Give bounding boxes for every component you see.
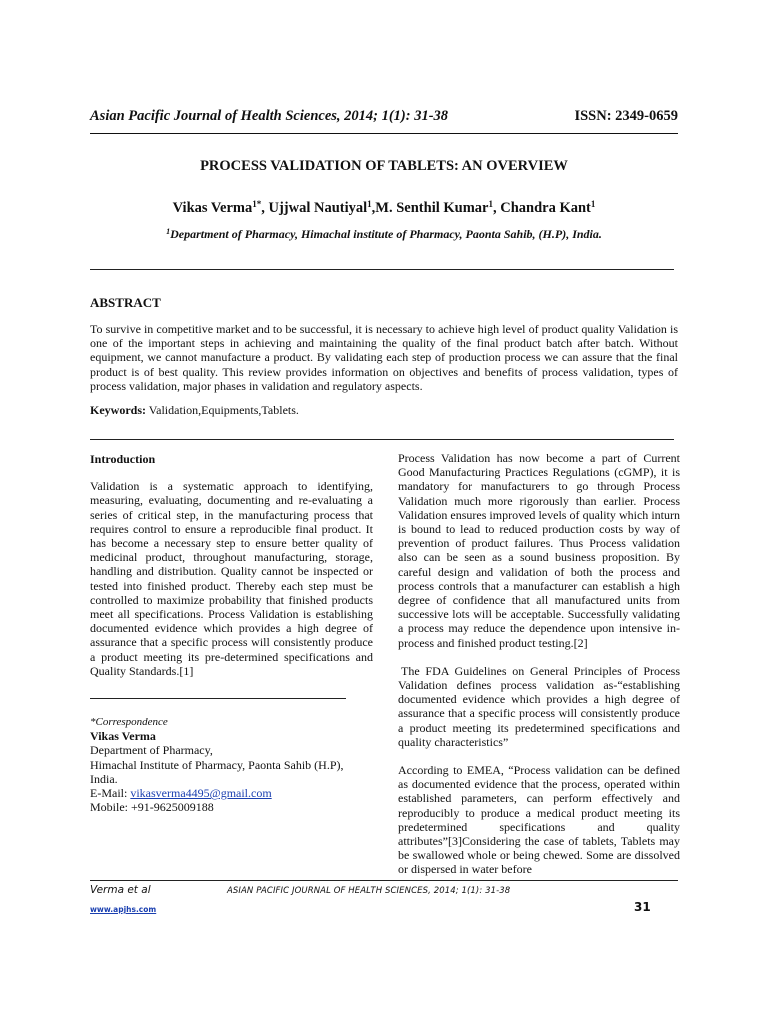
correspondence-email-line bbox=[90, 786, 373, 800]
correspondence-name: Vikas Verma bbox=[90, 729, 156, 744]
author-separator: , bbox=[261, 200, 269, 216]
correspondence-rule bbox=[90, 698, 346, 699]
introduction-heading: Introduction bbox=[90, 452, 156, 466]
paper-title: PROCESS VALIDATION OF TABLETS: AN OVERVIEW bbox=[200, 158, 568, 174]
keywords-text: Validation,Equipments,Tablets. bbox=[146, 403, 299, 417]
author-name: Senthil Kumar bbox=[396, 200, 489, 216]
affiliation-mark: 1 bbox=[166, 227, 171, 236]
email-label: E-Mail: bbox=[90, 786, 131, 801]
author-affil-mark: 1 bbox=[367, 199, 372, 209]
right-paragraph-3: According to EMEA, “Process validation can be defined as documented evidence that the process, operated within established parameters, can perform effectively and reproducibly to produce a medical product meeting its predetermined specifications and quality attributes”[3]Considering the case of tablets, Tablets may be swallowed whole or being chewed. Some are dissolved or dispersed in water before bbox=[398, 763, 680, 877]
right-column bbox=[398, 451, 680, 877]
author-name: Ujjwal Nautiyal bbox=[268, 200, 368, 216]
footer-rule bbox=[90, 880, 678, 881]
author-separator: ,M. bbox=[371, 200, 397, 216]
introduction-paragraph: Validation is a systematic approach to identifying, measuring, evaluating, documenting and re-evaluating a series of critical step, in the manufacturing process that requires control to ensure a reproducible final product. It has become a necessary step to ensure better quality of medicinal product, throughout manufacturing, storage, handling and distribution. Quality cannot be inspected or tested into finished product. Thereby each step must be controlled to maximize probability that finished products meet all specifications. Process Validation is establishing documented evidence which provides a high degree of assurance that a specific process will consistently produce a product meeting its pre-determined specifications and Quality Standards.[1] bbox=[90, 479, 373, 678]
abstract-rule bbox=[90, 439, 674, 440]
left-column bbox=[90, 452, 373, 814]
author-affil-mark: 1 bbox=[488, 199, 493, 209]
affiliation bbox=[90, 227, 678, 242]
title-rule bbox=[90, 269, 674, 270]
page-number: 31 bbox=[634, 900, 651, 914]
author-affil-mark: 1 bbox=[590, 199, 596, 209]
journal-citation: Asian Pacific Journal of Health Sciences, 2014; 1(1): 31-38 bbox=[90, 108, 449, 124]
footer-journal: ASIAN PACIFIC JOURNAL OF HEALTH SCIENCES, 2014; 1(1): 31-38 bbox=[227, 886, 511, 896]
correspondence-country: India. bbox=[90, 771, 118, 786]
running-header bbox=[90, 108, 678, 125]
abstract-heading: ABSTRACT bbox=[90, 295, 161, 310]
right-paragraph-1: Process Validation has now become a part of Current Good Manufacturing Practices Regulations (cGMP), it is mandatory for manufacturers to go through Process Validation much more rigorously than earlier. Process Validation ensures improved levels of quality which inturn is bound to lead to reduced production costs by way of prevention of product failures. Thus Process validation also can be seen as a sound business proposition. By careful design and validation of both the process and process controls that a manufacturer can establish a high degree of confidence that all manufactured units from successive lots will be acceptable. Successfully validating a process may reduce the dependence upon intensive in-process and finished product testing.[2] bbox=[398, 451, 680, 650]
correspondence-dept: Department of Pharmacy, bbox=[90, 743, 213, 758]
keywords bbox=[90, 403, 678, 418]
right-paragraph-2: The FDA Guidelines on General Principles of Process Validation defines process validation as-“establishing documented evidence which provides a high degree of assurance that a specific process will consistently produce a product meeting its predetermined specifications and quality characteristics” bbox=[398, 663, 680, 749]
correspondence-mobile: Mobile: +91-9625009188 bbox=[90, 800, 214, 815]
author-separator: , bbox=[492, 200, 501, 216]
author-affil-mark: 1* bbox=[252, 199, 262, 209]
abstract-body: To survive in competitive market and to be successful, it is necessary to achieve high level of product quality Validation is one of the important steps in achieving and maintaining the quality of the final product batch after batch. Without equipment, we cannot manufacture a product. By validating each step of production process we can assure that the final product is of best quality. This review provides information on objectives and benefits of process validation, types of process validation, major phases in validation and regulatory aspects. bbox=[90, 322, 678, 393]
author-list bbox=[90, 199, 678, 217]
footer-website-link[interactable]: www.apjhs.com bbox=[90, 905, 157, 914]
author-name: Chandra Kant bbox=[500, 200, 591, 216]
affiliation-text: Department of Pharmacy, Himachal institute of Pharmacy, Paonta Sahib, (H.P), India. bbox=[170, 227, 602, 241]
header-rule bbox=[90, 133, 678, 134]
correspondence-institute: Himachal Institute of Pharmacy, Paonta Sahib (H.P), bbox=[90, 757, 344, 772]
footer-author: Verma et al bbox=[90, 884, 151, 896]
issn: ISSN: 2349-0659 bbox=[574, 108, 678, 124]
correspondence-label: *Correspondence bbox=[90, 716, 168, 729]
email-link[interactable]: vikasverma4495@gmail.com bbox=[130, 786, 272, 801]
author-name: Vikas Verma bbox=[172, 200, 253, 216]
keywords-label: Keywords: bbox=[90, 403, 146, 417]
